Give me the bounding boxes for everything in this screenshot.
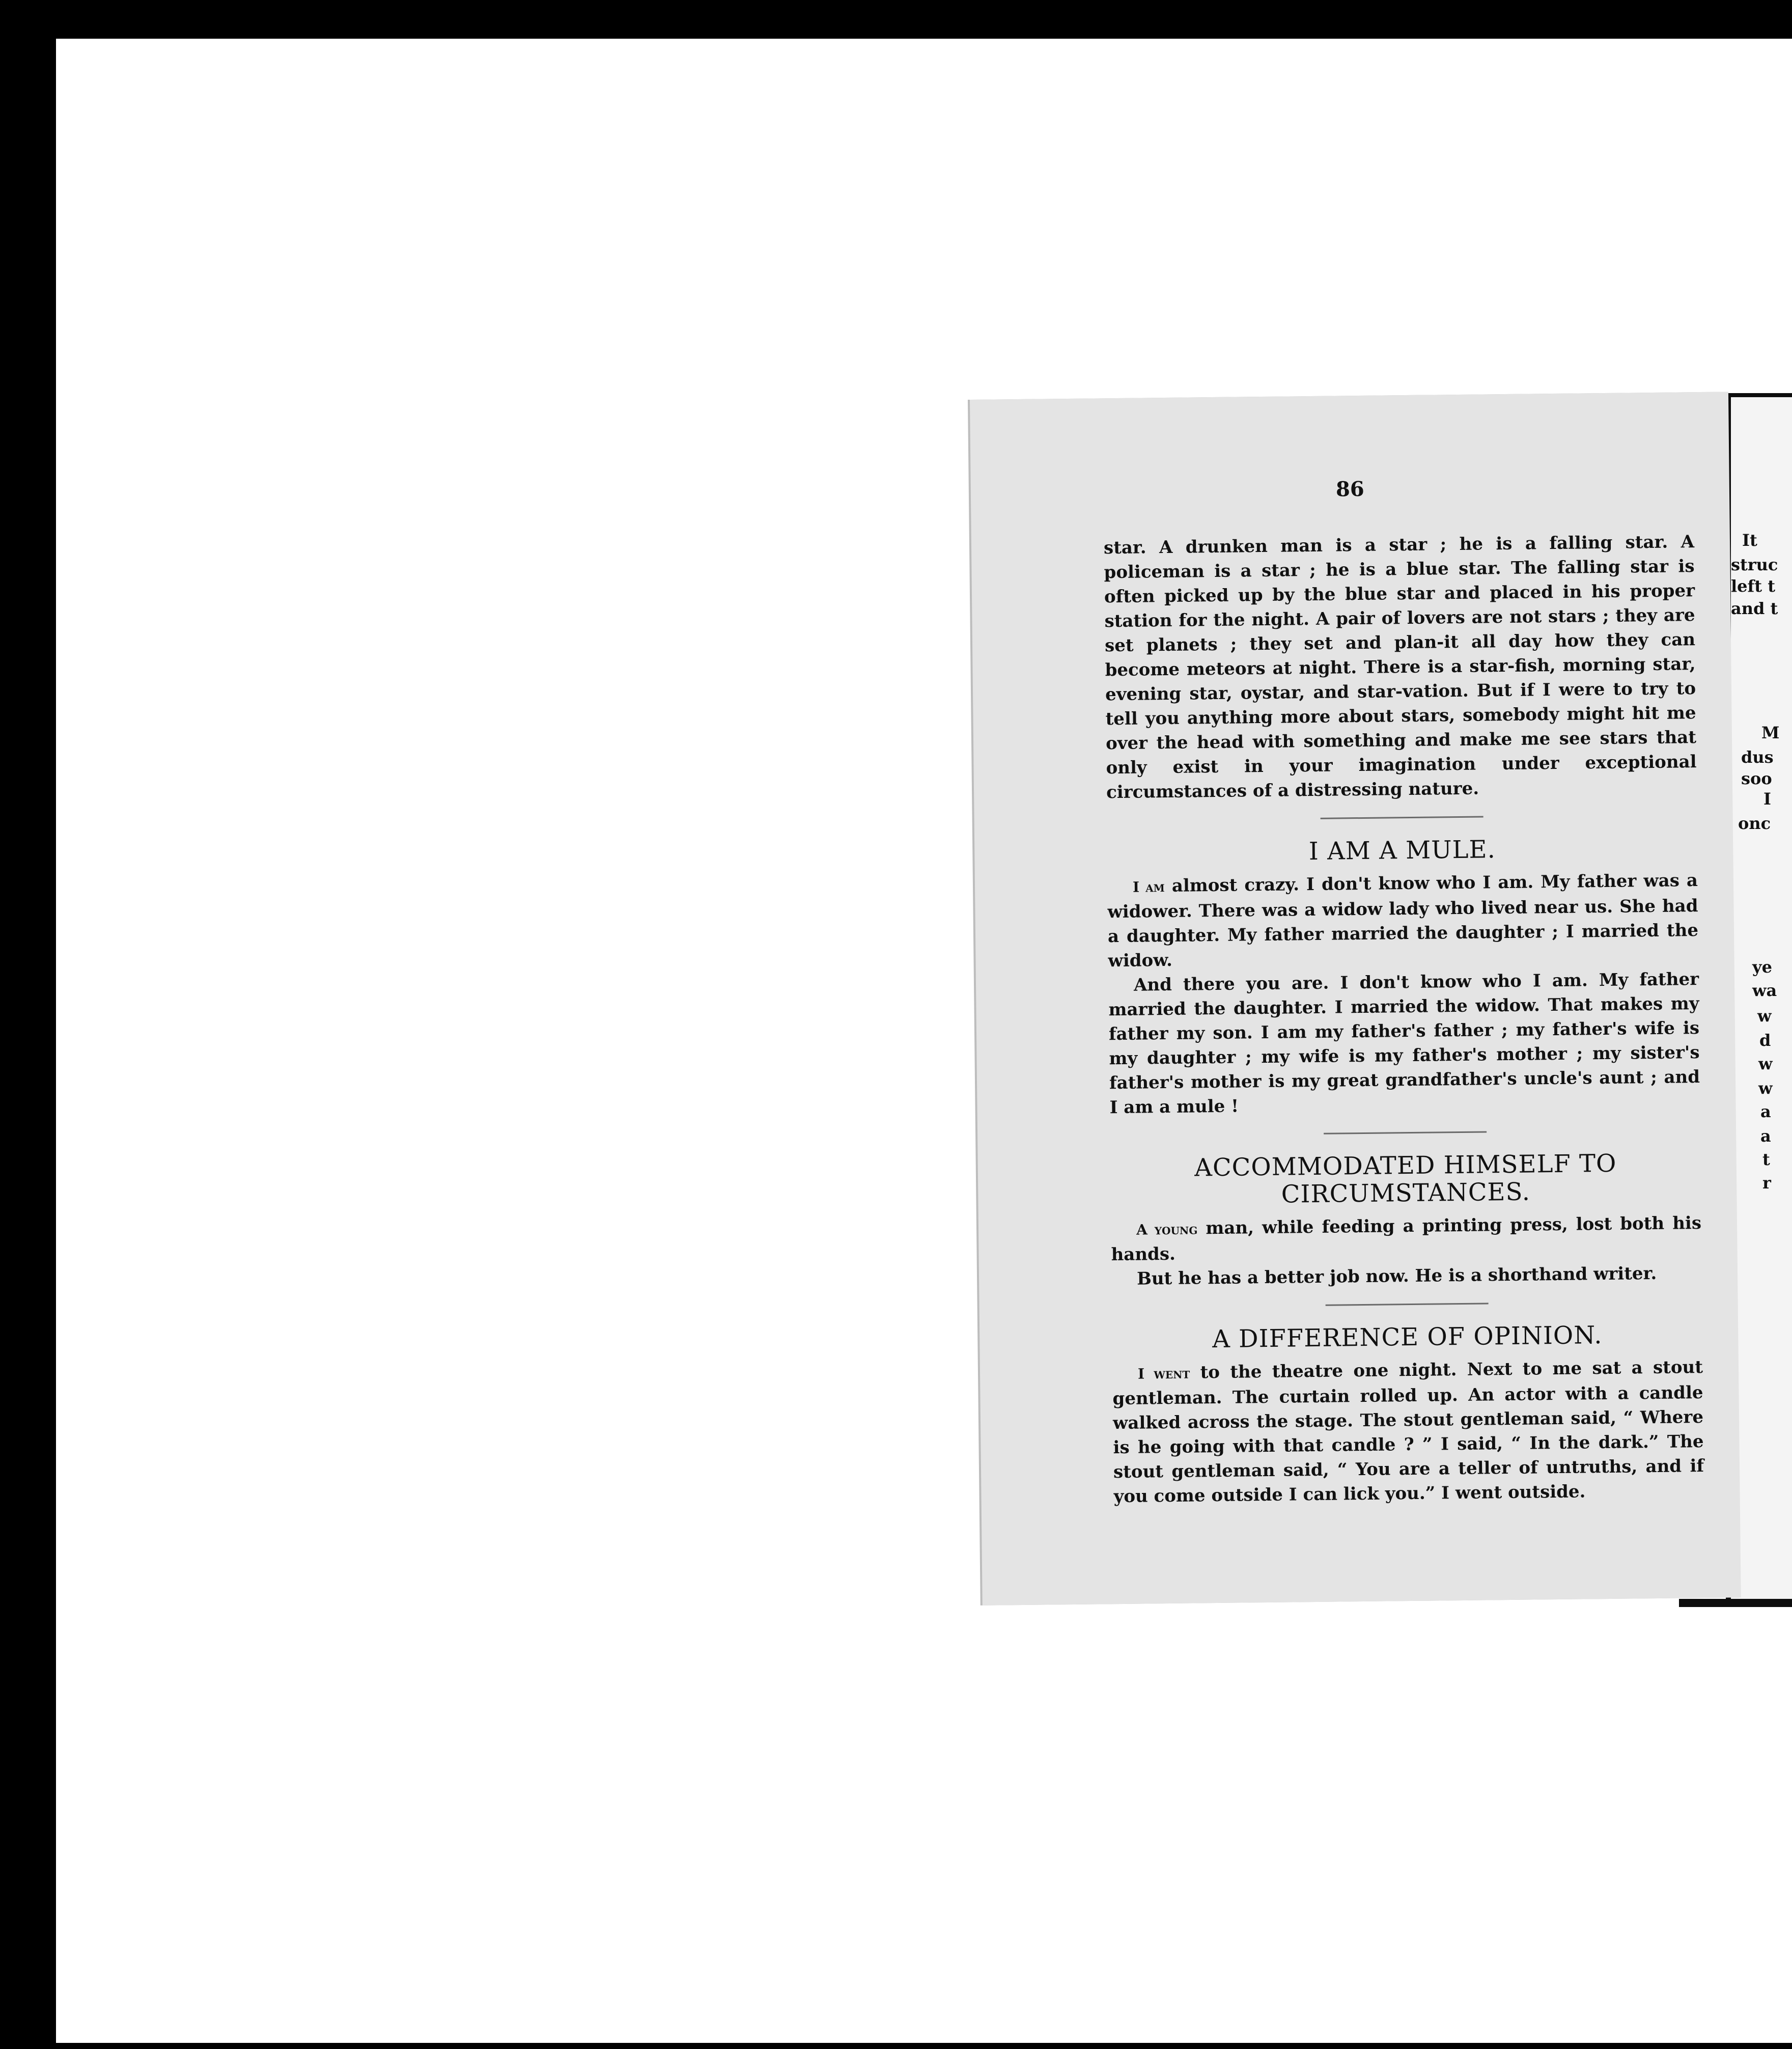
next-page-fragment: t [1762, 1150, 1770, 1169]
scan-border-left [0, 0, 18, 2049]
next-page-edge-bottom [1679, 1599, 1792, 1607]
lead-words: I am [1132, 878, 1165, 896]
section-divider [1321, 816, 1483, 819]
section-divider [1326, 1303, 1489, 1306]
paragraph-text: to the theatre one night. Next to me sat a stout gentleman. The curtain rolled up. An actor with a candle walked across the stage. The stout gentleman said, “ Where is he going with that candle ? ” I said, “ In the dark.” The stout gentleman said, “ You are a teller of untruths, and if you come outside I can lick you.” I went outside. [1112, 1357, 1704, 1507]
paragraph-text: almost crazy. I don't know who I am. My father was a widower. There was a widow lady who lived near us. She had a daughter. My father married the daughter ; I married the widow. [1107, 870, 1699, 972]
next-page-fragment: r [1762, 1173, 1771, 1193]
section-paragraph: And there you are. I don't know who I am. My father married the daughter. I married the widow. That makes my father my son. I am my father's father ; my father's wife is my daughter ; my wife is my father's mother ; my sister's father's mother is my great grandfather's uncle's aunt ; and I am a mule ! [1108, 969, 1700, 1118]
paragraph-text: man, while feeding a printing press, lost both his hands. [1111, 1213, 1702, 1265]
next-page-fragment: wa [1752, 981, 1777, 1000]
next-page-fragment: I [1763, 789, 1771, 809]
section-title: ACCOMMODATED HIMSELF TO [1194, 1149, 1617, 1182]
next-page-fragment: soo [1741, 769, 1772, 788]
page-body [1104, 530, 1704, 1509]
page-number: 86 [1335, 477, 1364, 502]
section-paragraph [1111, 1211, 1702, 1267]
section-accommodated [1110, 1149, 1702, 1291]
next-page-fragment: w [1758, 1078, 1773, 1098]
next-page-fragment: left t [1731, 576, 1775, 596]
next-page-fragment: w [1758, 1054, 1773, 1073]
book-page [970, 392, 1741, 1605]
lead-words: I went [1137, 1365, 1190, 1382]
next-page-fragment: d [1759, 1031, 1771, 1050]
next-page-fragment: and t [1731, 599, 1778, 618]
section-divider [1324, 1131, 1487, 1134]
section-title: A DIFFERENCE OF OPINION. [1212, 1321, 1603, 1354]
section-paragraph [1107, 868, 1699, 973]
next-page-fragment: a [1760, 1126, 1771, 1146]
section-paragraph [1112, 1355, 1704, 1509]
section-difference [1112, 1320, 1704, 1509]
section-mule [1107, 834, 1700, 1120]
next-page-fragment: M [1761, 723, 1780, 742]
lead-words: A young [1136, 1221, 1198, 1238]
next-page-fragment: dus [1741, 747, 1774, 767]
next-page-fragment: struc [1731, 555, 1778, 574]
next-page-fragment: ye [1752, 957, 1772, 977]
intro-paragraph: star. A drunken man is a star ; he is a falling star. A policeman is a star ; he is a blue star. The falling star is often picked up by the blue star and placed in his proper station for the night. A pair of lovers are not stars ; they are set planets ; they set and plan-it all day how they can become meteors at night. There is a star-fish, morning star, evening star, oystar, and star-vation. But if I were to try to tell you anything more about stars, somebody might hit me over the head with something and make me see stars that only exist in your imagination under exceptional circumstances of a distressing nature. [1103, 532, 1697, 803]
section-paragraph: But he has a better job now. He is a shorthand writer. [1136, 1263, 1657, 1289]
next-page-fragment: onc [1738, 814, 1771, 833]
section-title: I AM A MULE. [1308, 835, 1496, 866]
next-page-fragment: It [1742, 531, 1757, 550]
next-page-fragment: a [1760, 1102, 1771, 1121]
next-page-fragment: w [1757, 1006, 1772, 1026]
section-title-continued: CIRCUMSTANCES. [1281, 1177, 1531, 1209]
